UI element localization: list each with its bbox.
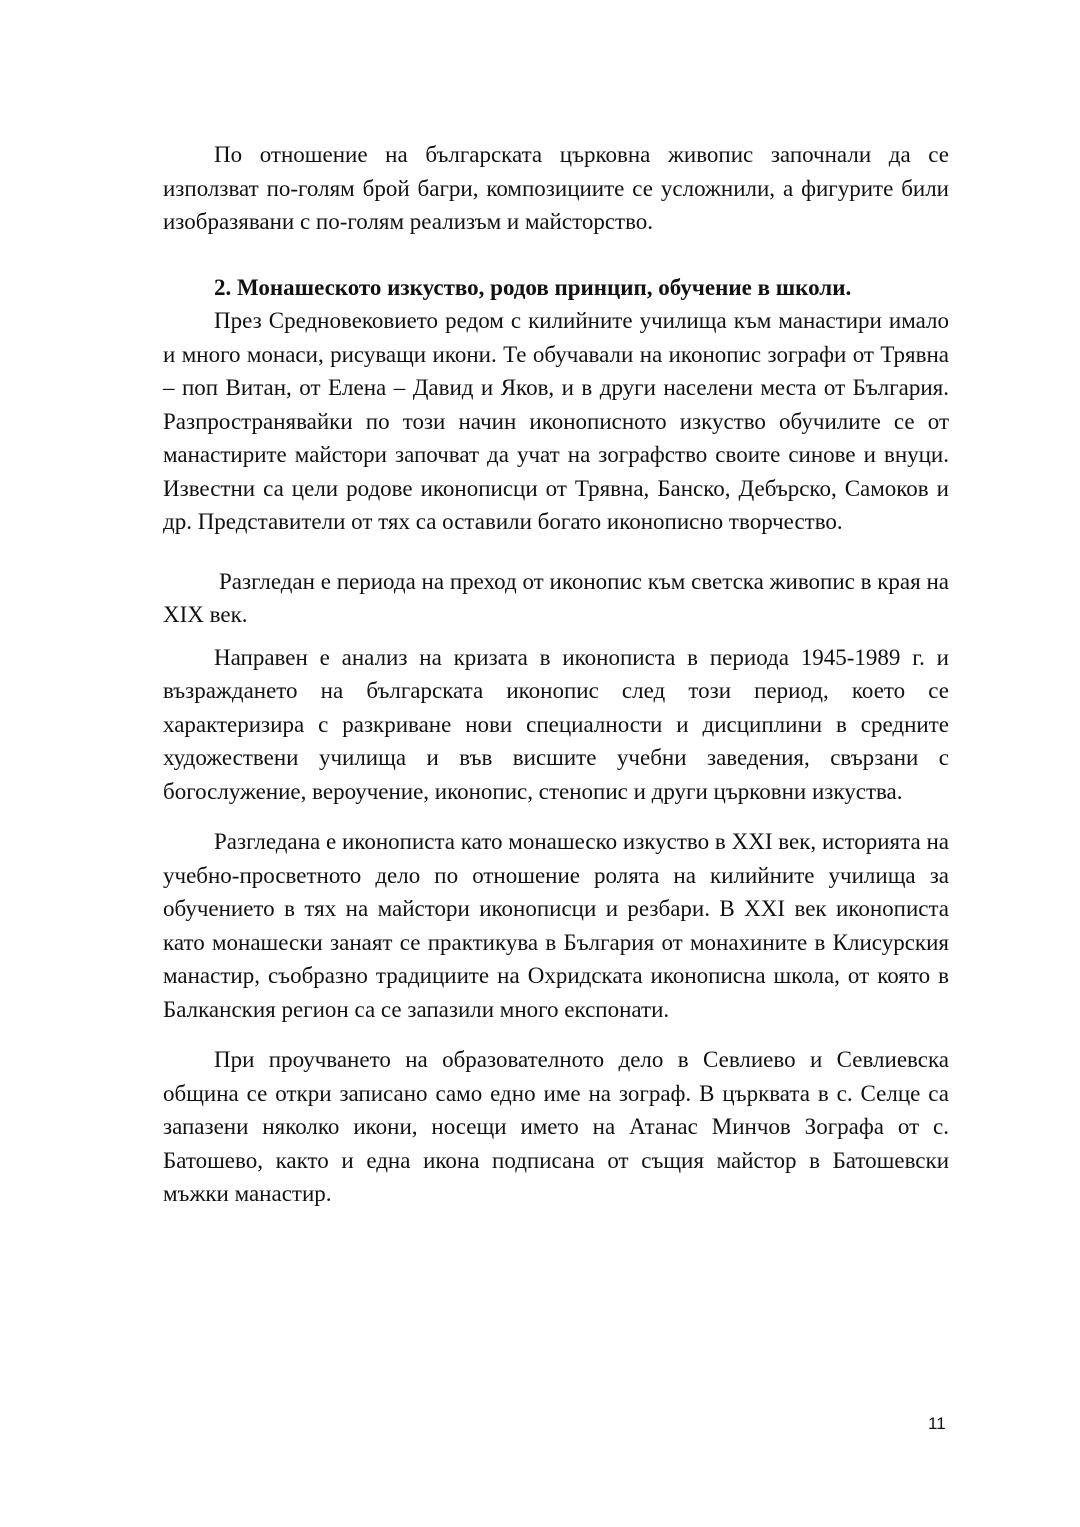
paragraph-transition-secular: Разгледан е периода на преход от иконопис към светска живопис в края на XIX век. (163, 568, 949, 627)
paragraph-sevlievo-research: При проучването на образователното дело в Севлиево и Севлиевска община се откри записано само едно име на зограф. В църквата в с. Селце са запазени няколко икони, носещи името на Атанас Минчов Зографа от с. Батошево, както и една икона подписана от същия майстор в Батошевски мъжки манастир. (163, 1047, 949, 1206)
paragraph-medieval-schools: През Средновековието редом с килийните училища към манастири имало и много монаси, рисуващи икони. Те обучавали на иконопис зографи от Трявна – поп Витан, от Елена – Давид и Яков, и в други населени места от България. Разпространявайки по този начин иконописното изкуство обучилите се от манастирите майстори започват да учат на зографство своите синове и внуци. Известни са цели родове иконописци от Трявна, Банско, Дебърско, Самоков и др. Представители от тях са оставили богато иконописно творчество. (163, 308, 949, 534)
section-heading-monastic-art: 2. Монашеското изкуство, родов принцип, обучение в школи. (214, 274, 852, 300)
document-page (163, 138, 949, 1211)
page-number: 11 (928, 1414, 946, 1433)
paragraph-monastic-xxi-century: Разгледана е иконописта като монашеско изкуство в XXI век, историята на учебно-просветното дело по отношение ролята на килийните училища за обучението в тях на майстори иконописци и резбари. В XXI век иконописта като монашески занаят се практикува в България от монахините в Клисурския манастир, съобразно традициите на Охридската иконописна школа, от която в Балканския регион са се запазили много експонати. (163, 829, 949, 1022)
paragraph-crisis-analysis: Направен е анализ на кризата в иконописта в периода 1945-1989 г. и възраждането на българската иконопис след този период, което се характеризира с разкриване нови специалности и дисциплини в средните художествени училища и във висшите учебни заведения, свързани с богослужение, вероучение, иконопис, стенопис и други църковни изкуства. (163, 644, 949, 804)
paragraph-church-painting: По отношение на българската църковна живопис започнали да се използват по-голям брой багри, композициите се усложнили, а фигурите били изобразявани с по-голям реализъм и майсторство. (163, 142, 949, 234)
